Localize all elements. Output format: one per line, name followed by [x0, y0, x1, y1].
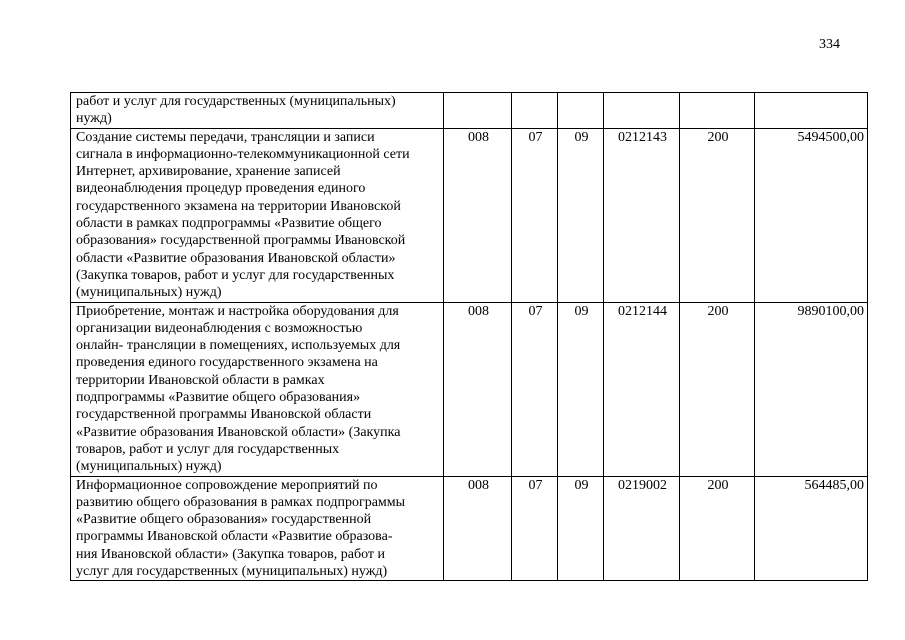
ministry-code: 008 [444, 476, 512, 581]
target-article-code: 0219002 [604, 476, 680, 581]
subsection-code [558, 93, 604, 129]
table-row [71, 302, 868, 476]
section-code: 07 [512, 128, 558, 302]
ministry-code: 008 [444, 302, 512, 476]
amount: 9890100,00 [755, 302, 868, 476]
row-description: Создание системы передачи, трансляции и записи сигнала в информационно-телекоммуникационной сети Интернет, архивирование, хранение записей видеонаблюдения процедур проведения единого государственного экзамена на территории Ивановской области в рамках подпрограммы «Развитие общего образования» государственной программы Ивановской области «Развитие образования Ивановской области» (Закупка товаров, работ и услуг для государственных (муниципальных) нужд) [71, 128, 444, 302]
subsection-code: 09 [558, 302, 604, 476]
section-code [512, 93, 558, 129]
table-row [71, 93, 868, 129]
budget-table [70, 92, 868, 581]
ministry-code: 008 [444, 128, 512, 302]
amount: 564485,00 [755, 476, 868, 581]
target-article-code: 0212144 [604, 302, 680, 476]
subsection-code: 09 [558, 128, 604, 302]
expense-type-code: 200 [680, 128, 755, 302]
table-row [71, 476, 868, 581]
row-description: работ и услуг для государственных (муниципальных) нужд) [71, 93, 444, 129]
section-code: 07 [512, 476, 558, 581]
expense-type-code [680, 93, 755, 129]
page-number: 334 [819, 37, 840, 52]
target-article-code: 0212143 [604, 128, 680, 302]
amount [755, 93, 868, 129]
section-code: 07 [512, 302, 558, 476]
target-article-code [604, 93, 680, 129]
ministry-code [444, 93, 512, 129]
table-row [71, 128, 868, 302]
amount: 5494500,00 [755, 128, 868, 302]
subsection-code: 09 [558, 476, 604, 581]
row-description: Информационное сопровождение мероприятий по развитию общего образования в рамках подпрограммы «Развитие общего образования» государственной программы Ивановской области «Развитие образова- ния Ивановской области» (Закупка товаров, работ и услуг для государственных (муниципальных) нужд) [71, 476, 444, 581]
expense-type-code: 200 [680, 476, 755, 581]
expense-type-code: 200 [680, 302, 755, 476]
row-description: Приобретение, монтаж и настройка оборудования для организации видеонаблюдения с возможностью онлайн- трансляции в помещениях, используемых для проведения единого государственного экзамена на территории Ивановской области в рамках подпрограммы «Развитие общего образования» государственной программы Ивановской области «Развитие образования Ивановской области» (Закупка товаров, работ и услуг для государственных (муниципальных) нужд) [71, 302, 444, 476]
